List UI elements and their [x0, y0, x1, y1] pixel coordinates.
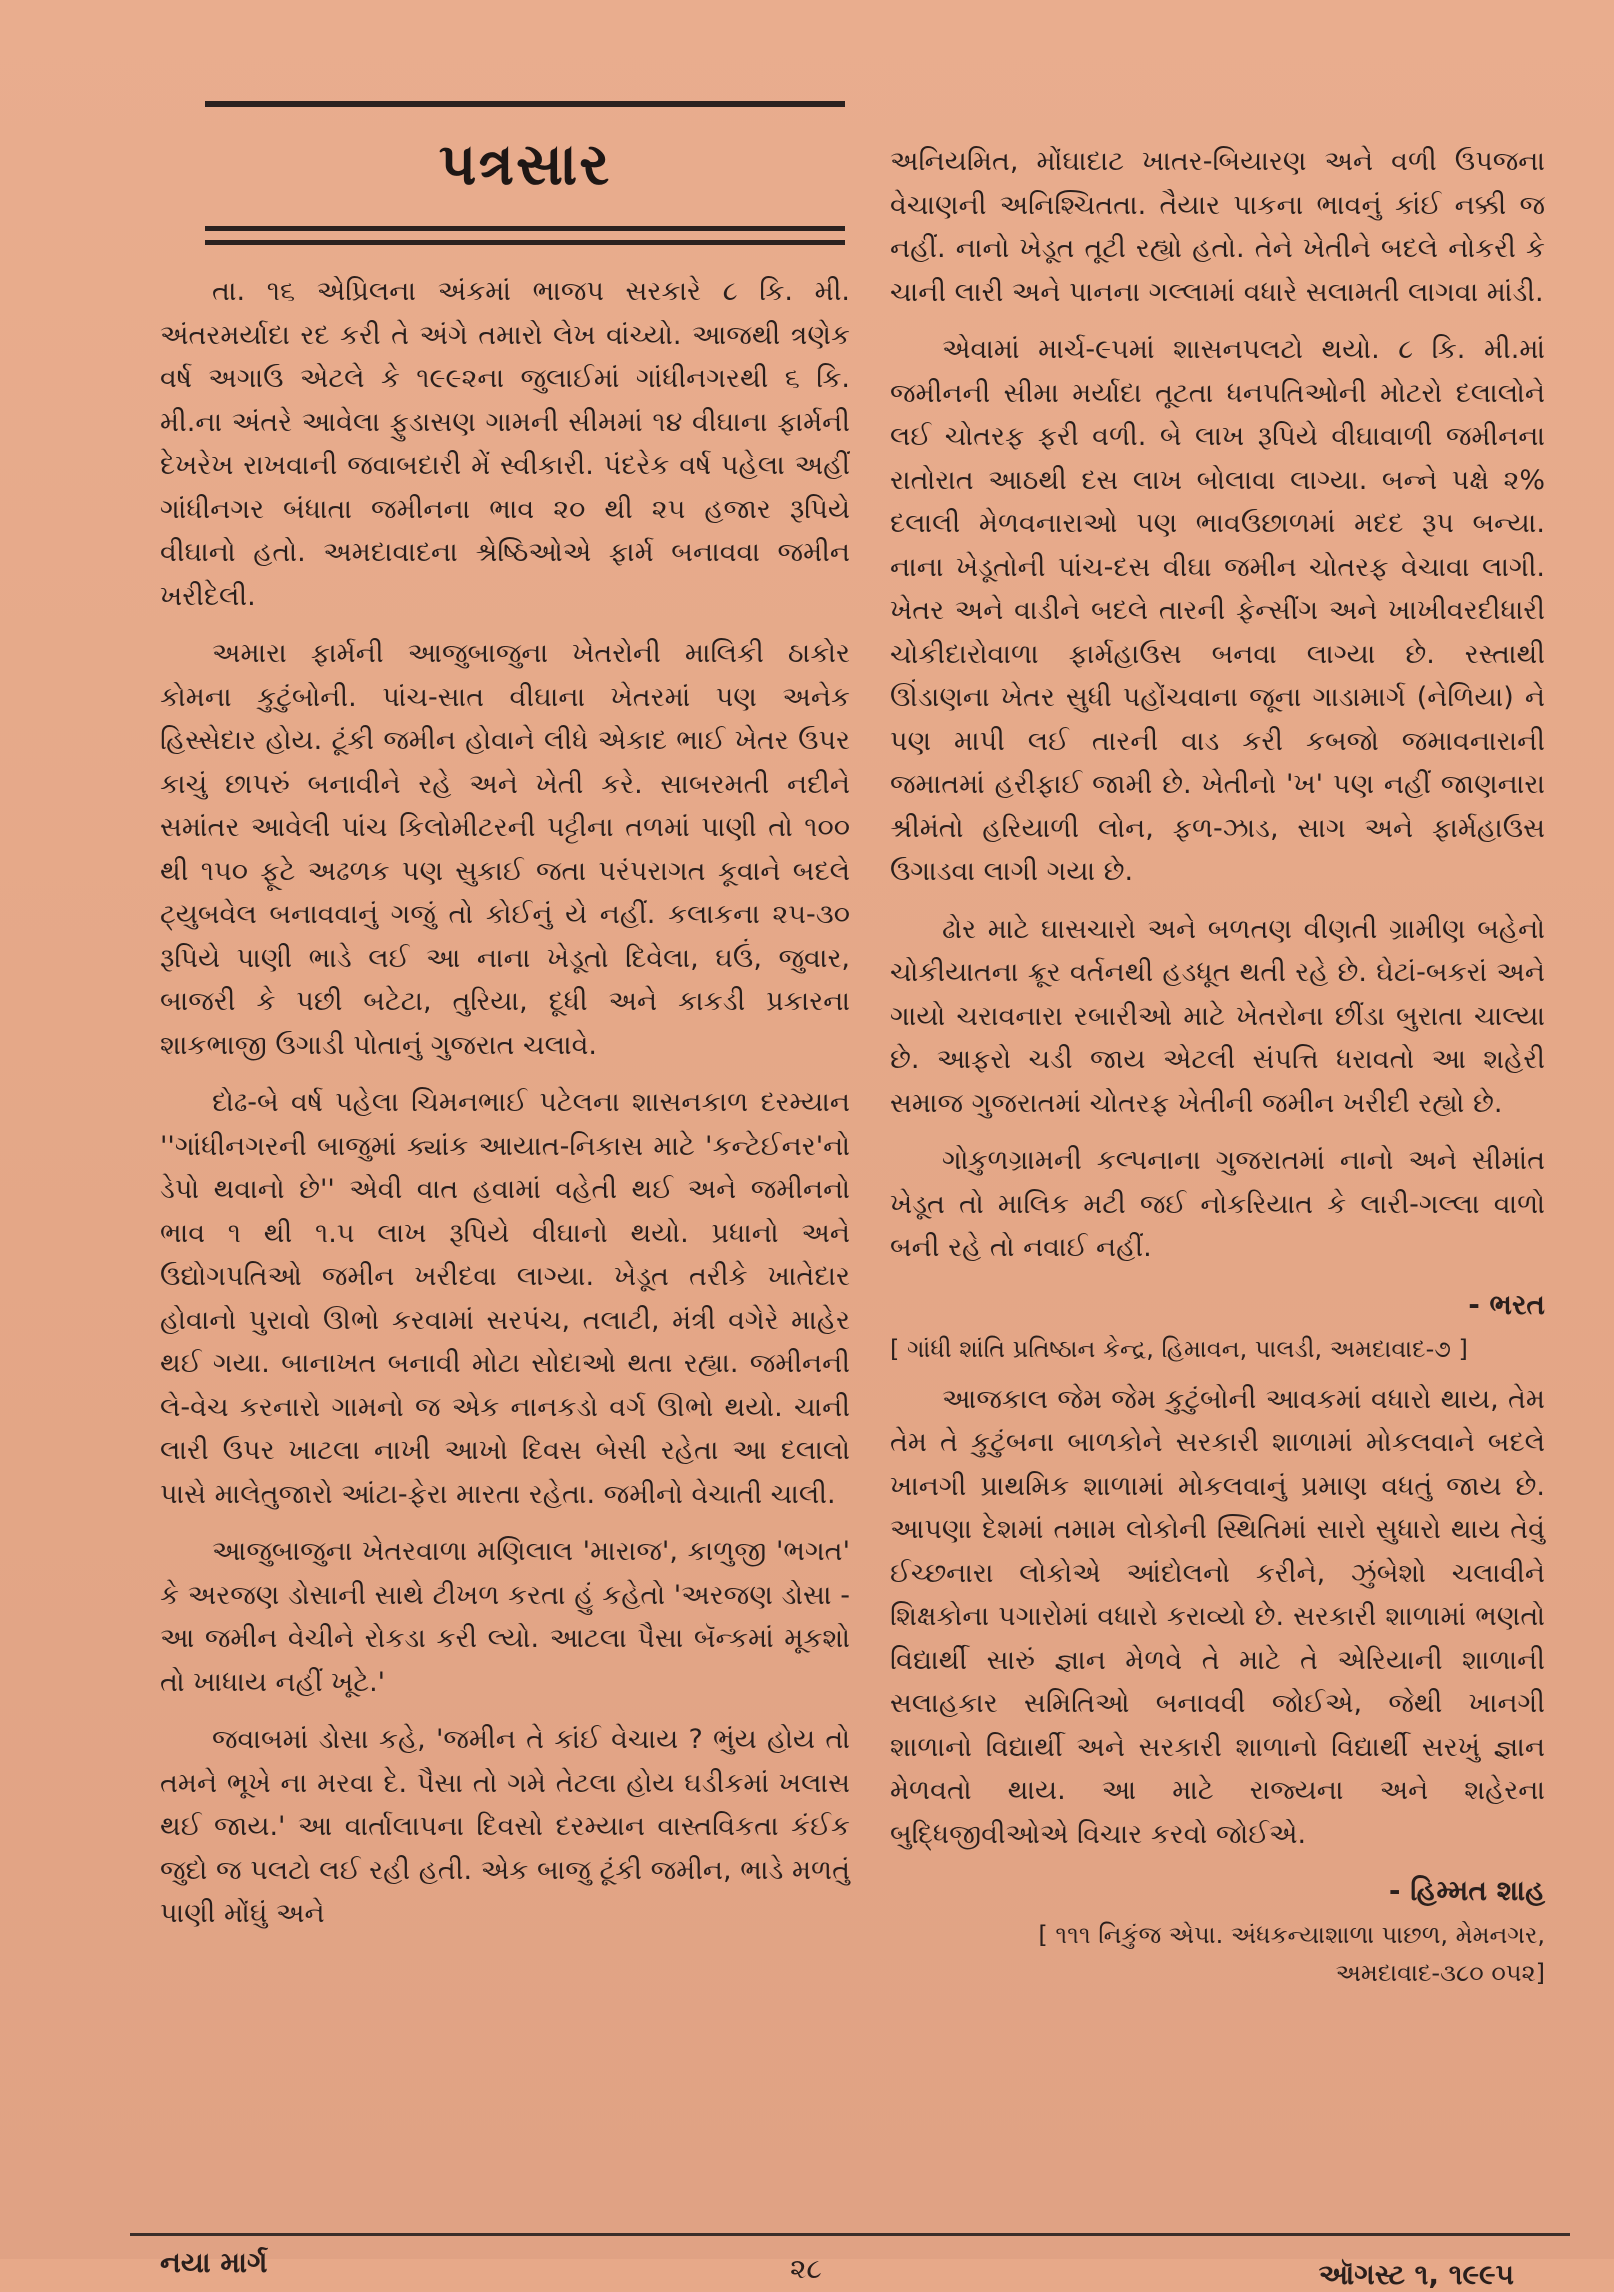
- double-rule: [205, 226, 845, 248]
- paragraph: ઢોર માટે ઘાસચારો અને બળતણ વીણતી ગ્રામીણ બહેનો ચોકીયાતના ક્રૂર વર્તનથી હડધૂત થતી રહે છે. ઘેટાં-બકરાં અને ગાયો ચરાવનારા રબારીઓ માટે ખેતરોના છીંડા બુરાતા ચાલ્યા છે. આફરો ચડી જાય એટલી સંપત્તિ ધરાવતો આ શહેરી સમાજ ગુજરાતમાં ચોતરફ ખેતીની જમીન ખરીદી રહ્યો છે.: [890, 913, 1545, 1119]
- left-column: [160, 270, 850, 1950]
- paragraph: આજુબાજુના ખેતરવાળા મણિલાલ 'મારાજ', કાળુજી 'ભગત' કે અરજણ ડોસાની સાથે ટીખળ કરતા હું કહેતો 'અરજણ ડોસા - આ જમીન વેચીને રોકડા કરી લ્યો. આટલા પૈસા બૅન્કમાં મૂકશો તો ખાધાય નહીં ખૂટે.': [160, 1536, 850, 1698]
- letter-signature: - હિમ્મત શાહ: [1388, 1874, 1545, 1907]
- publication-name: નયા માર્ગ: [160, 2246, 268, 2279]
- letter-address: [ ગાંધી શાંતિ પ્રતિષ્ઠાન કેન્દ્ર, હિમાવન, પાલડી, અમદાવાદ-૭ ]: [890, 1334, 1468, 1363]
- paragraph: જવાબમાં ડોસા કહે, 'જમીન તે કાંઈ વેચાય ? ભુંય હોય તો તમને ભૂખે ના મરવા દે. પૈસા તો ગમે તેટલા હોય ઘડીકમાં ખલાસ થઈ જાય.' આ વાર્તાલાપના દિવસો દરમ્યાન વાસ્તવિકતા કંઈક જુદો જ પલટો લઈ રહી હતી. એક બાજુ ટૂંકી જમીન, ભાડે મળતું પાણી મોંઘું અને: [160, 1724, 850, 1929]
- top-rule: [205, 101, 845, 107]
- paragraph: આજકાલ જેમ જેમ કુટુંબોની આવકમાં વધારો થાય, તેમ તેમ તે કુટુંબના બાળકોને સરકારી શાળામાં મોકલવાને બદલે ખાનગી પ્રાથમિક શાળામાં મોકલવાનું પ્રમાણ વધતું જાય છે. આપણા દેશમાં તમામ લોકોની સ્થિતિમાં સારો સુધારો થાય તેવું ઈચ્છનારા લોકોએ આંદોલનો કરીને, ઝુંબેશો ચલાવીને શિક્ષકોના પગારોમાં વધારો કરાવ્યો છે. સરકારી શાળામાં ભણતો વિદ્યાર્થી સારું જ્ઞાન મેળવે તે માટે તે એરિયાની શાળાની સલાહકાર સમિતિઓ બનાવવી જોઈએ, જેથી ખાનગી શાળાનો વિદ્યાર્થી અને સરકારી શાળાનો વિદ્યાર્થી સરખું જ્ઞાન મેળવતો થાય. આ માટે રાજ્યના અને શહેરના બુદ્ધિજીવીઓએ વિચાર કરવો જોઈએ.: [890, 1383, 1545, 1850]
- letter-signature: - ભરત: [1468, 1287, 1545, 1321]
- page-number: ૨૮: [790, 2252, 822, 2285]
- paragraph: અમારા ફાર્મની આજુબાજુના ખેતરોની માલિકી ઠાકોર કોમના કુટુંબોની. પાંચ-સાત વીઘાના ખેતરમાં પણ અનેક હિસ્સેદાર હોય. ટૂંકી જમીન હોવાને લીધે એકાદ ભાઈ ખેતર ઉપર કાચું છાપરું બનાવીને રહે અને ખેતી કરે. સાબરમતી નદીને સમાંતર આવેલી પાંચ કિલોમીટરની પટ્ટીના તળમાં પાણી તો ૧૦૦ થી ૧૫૦ ફૂટે અઢળક પણ સુકાઈ જતા પરંપરાગત કૂવાને બદલે ટ્યુબવેલ બનાવવાનું ગજું તો કોઈનું યે નહીં. કલાકના ૨૫-૩૦ રૂપિયે પાણી ભાડે લઈ આ નાના ખેડૂતો દિવેલા, ઘઉં, જુવાર, બાજરી કે પછી બટેટા, તુરિયા, દૂધી અને કાકડી પ્રકારના શાકભાજી ઉગાડી પોતાનું ગુજરાત ચલાવે.: [160, 638, 850, 1061]
- paragraph: અનિયમિત, મોંઘાદાટ ખાતર-બિયારણ અને વળી ઉપજના વેચાણની અનિશ્ચિતતા. તૈયાર પાકના ભાવનું કાંઈ નક્કી જ નહીં. નાનો ખેડૂત તૂટી રહ્યો હતો. તેને ખેતીને બદલે નોકરી કે ચાની લારી અને પાનના ગલ્લામાં વધારે સલામતી લાગવા માંડી.: [890, 146, 1545, 308]
- paragraph: તા. ૧૬ એપ્રિલના અંકમાં ભાજપ સરકારે ૮ કિ. મી. અંતરમર્યાદા રદ કરી તે અંગે તમારો લેખ વાંચ્યો. આજથી ત્રણેક વર્ષ અગાઉ એટલે કે ૧૯૯૨ના જુલાઈમાં ગાંધીનગરથી ૬ કિ. મી.ના અંતરે આવેલા ફુડાસણ ગામની સીમમાં ૧૪ વીઘાના ફાર્મની દેખરેખ રાખવાની જવાબદારી મેં સ્વીકારી. પંદરેક વર્ષ પહેલા અહીં ગાંધીનગર બંધાતા જમીનના ભાવ ૨૦ થી ૨૫ હજાર રૂપિયે વીઘાનો હતો. અમદાવાદના શ્રેષ્ઠિઓએ ફાર્મ બનાવવા જમીન ખરીદેલી.: [160, 276, 850, 612]
- right-column: [890, 140, 1545, 2002]
- issue-date: ઑગસ્ટ ૧, ૧૯૯૫: [1318, 2258, 1514, 2291]
- paragraph: દોઢ-બે વર્ષ પહેલા ચિમનભાઈ પટેલના શાસનકાળ દરમ્યાન ''ગાંધીનગરની બાજુમાં ક્યાંક આયાત-નિકાસ માટે 'કન્ટેઈનર'નો ડેપો થવાનો છે'' એવી વાત હવામાં વહેતી થઈ અને જમીનનો ભાવ ૧ થી ૧.૫ લાખ રૂપિયે વીઘાનો થયો. પ્રધાનો અને ઉદ્યોગપતિઓ જમીન ખરીદવા લાગ્યા. ખેડૂત તરીકે ખાતેદાર હોવાનો પુરાવો ઊભો કરવામાં સરપંચ, તલાટી, મંત્રી વગેરે માહેર થઈ ગયા. બાનાખત બનાવી મોટા સોદાઓ થતા રહ્યા. જમીનની લે-વેચ કરનારો ગામનો જ એક નાનકડો વર્ગ ઊભો થયો. ચાની લારી ઉપર ખાટલા નાખી આખો દિવસ બેસી રહેતા આ દલાલો પાસે માલેતુજારો આંટા-ફેરા મારતા રહેતા. જમીનો વેચાતી ચાલી.: [160, 1087, 850, 1510]
- letter-address: [ ૧૧૧ નિકુંજ એપા. અંધકન્યાશાળા પાછળ, મેમનગર, અમદાવાદ-૩૮૦ ૦૫૨]: [1038, 1921, 1545, 1987]
- footer-rule: [130, 2233, 1570, 2236]
- paragraph: એવામાં માર્ચ-૯૫માં શાસનપલટો થયો. ૮ કિ. મી.માં જમીનની સીમા મર્યાદા તૂટતા ધનપતિઓની મોટરો દલાલોને લઈ ચોતરફ ફરી વળી. બે લાખ રૂપિયે વીઘાવાળી જમીનના રાતોરાત આઠથી દસ લાખ બોલાવા લાગ્યા. બન્ને પક્ષે ૨% દલાલી મેળવનારાઓ પણ ભાવઉછાળમાં મદદ રૂપ બન્યા. નાના ખેડૂતોની પાંચ-દસ વીઘા જમીન ચોતરફ વેચાવા લાગી. ખેતર અને વાડીને બદલે તારની ફેન્સીંગ અને ખાખીવરદીધારી ચોકીદારોવાળા ફાર્મહાઉસ બનવા લાગ્યા છે. રસ્તાથી ઊંડાણના ખેતર સુધી પહોંચવાના જૂના ગાડામાર્ગ (નેળિયા) ને પણ માપી લઈ તારની વાડ કરી કબજો જમાવનારાની જમાતમાં હરીફાઈ જામી છે. ખેતીનો 'ખ' પણ નહીં જાણનારા શ્રીમંતો હરિયાળી લોન, ફળ-ઝાડ, સાગ અને ફાર્મહાઉસ ઉગાડવા લાગી ગયા છે.: [890, 334, 1545, 887]
- section-title: પત્રસાર: [438, 130, 612, 198]
- paragraph: ગોકુળગ્રામની કલ્પનાના ગુજરાતમાં નાનો અને સીમાંત ખેડૂત તો માલિક મટી જઈ નોકરિયાત કે લારી-ગલ્લા વાળો બની રહે તો નવાઈ નહીં.: [890, 1145, 1545, 1263]
